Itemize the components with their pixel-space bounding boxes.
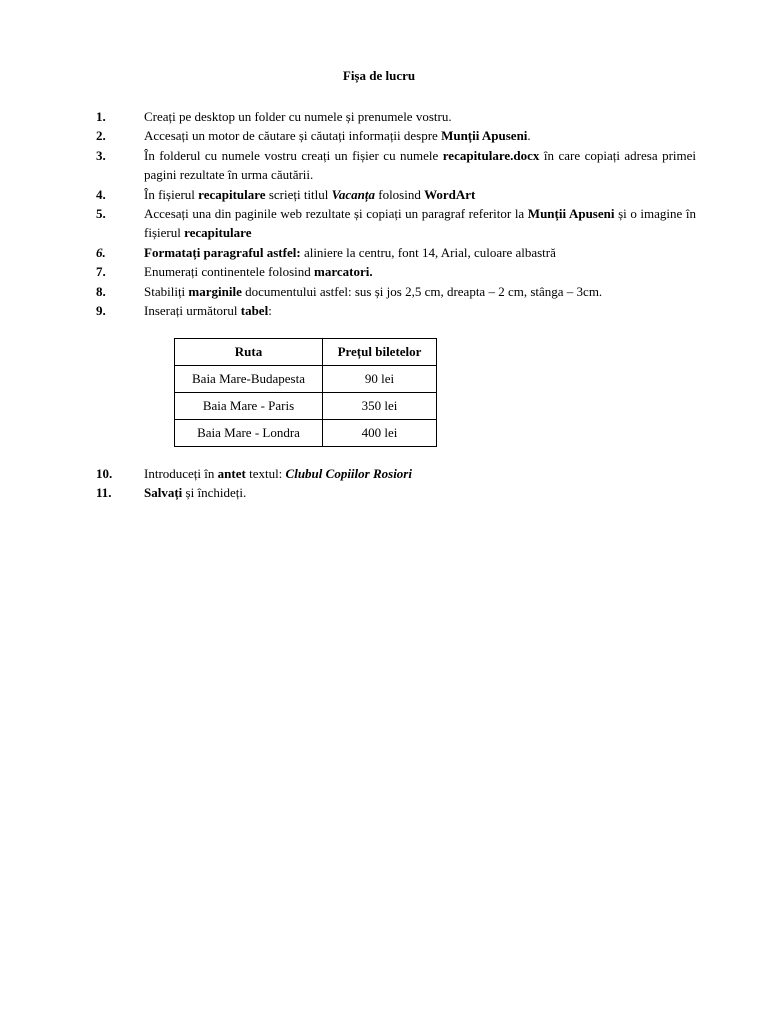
list-item (96, 464, 696, 483)
item-text-part: textul: (245, 466, 286, 481)
item-text-part: documentului astfel: sus și jos 2,5 cm, dreapta – 2 cm, stânga – 3cm. (241, 283, 603, 299)
item-number: 7. (96, 264, 106, 280)
price-table-container (174, 338, 437, 447)
list-item (96, 243, 696, 262)
item-text-bold: recapitulare (184, 225, 252, 241)
item-text (144, 243, 696, 262)
item-number: 9. (96, 303, 106, 319)
item-text-bold: Munții Apuseni (527, 206, 615, 222)
item-number: 1. (96, 109, 106, 124)
item-text-part: și o imagine în fișierul (144, 206, 696, 241)
item-number: 3. (96, 147, 106, 163)
item-text-part: folosind (374, 186, 425, 202)
table-cell-route: Baia Mare - Paris (175, 393, 323, 420)
list-item (96, 282, 696, 301)
item-text (144, 282, 696, 301)
item-text (144, 262, 696, 281)
table-cell-route: Baia Mare-Budapesta (175, 366, 323, 393)
item-text-part: în care copiați adresa primei pagini rezultate în urma căutării. (144, 147, 696, 183)
table-cell-price: 400 lei (323, 420, 437, 447)
item-text-bold: marcatori. (314, 264, 373, 280)
item-text-bold: Formatați paragraful astfel: (144, 244, 301, 260)
item-text-bold: recapitulare (198, 186, 266, 202)
table-cell-price: 350 lei (323, 393, 437, 420)
item-text-part: . (527, 128, 531, 144)
item-text-bold: antet (217, 466, 246, 481)
item-text (144, 107, 696, 126)
item-text-bold: tabel (240, 303, 269, 319)
table-cell-route: Baia Mare - Londra (175, 420, 323, 447)
item-number: 8. (96, 283, 106, 299)
table-header-row (175, 339, 437, 366)
item-number: 11. (96, 485, 112, 501)
list-item (96, 262, 696, 281)
item-text-part: Inserați următorul (144, 303, 241, 319)
item-text-part: În folderul cu numele vostru creați un fișier cu numele (144, 147, 443, 163)
item-text-part: Stabiliți (144, 283, 189, 299)
table-cell-price: 90 lei (323, 366, 437, 393)
item-text-part: Enumerați continentele folosind (144, 264, 315, 280)
page-title: Fișa de lucru (342, 68, 416, 83)
list-item (96, 483, 696, 502)
item-text (144, 204, 696, 243)
item-text-bold: Munții Apuseni (441, 128, 528, 144)
item-text-bold: recapitulare.docx (442, 147, 540, 163)
item-text-part: Creați pe desktop un folder cu numele și prenumele vostru. (144, 109, 452, 124)
instruction-list-continued (96, 464, 696, 503)
item-number: 6. (96, 244, 106, 260)
item-text-bold: marginile (188, 283, 242, 299)
item-text (144, 146, 696, 185)
item-text-part: Accesați un motor de căutare și căutați informații despre (144, 128, 442, 144)
item-text-part: Accesați una din paginile web rezultate și copiați un paragraf referitor la (144, 206, 528, 222)
item-text-bold: WordArt (424, 186, 476, 202)
table-header-route: Ruta (175, 339, 323, 366)
item-number: 5. (96, 206, 106, 222)
table-header-price: Prețul biletelor (323, 339, 437, 366)
item-text-part: aliniere la centru, font 14, Arial, culoare albastră (300, 244, 556, 260)
list-item (96, 301, 696, 320)
item-text-part: și închideți. (182, 485, 247, 501)
item-text-part: În fișierul (144, 186, 199, 202)
item-text (144, 301, 696, 320)
item-text-bold-italic: Clubul Copiilor Rosiori (285, 466, 412, 481)
item-number: 4. (96, 186, 106, 202)
list-item (96, 146, 696, 185)
item-text-bold-italic: Vacanța (331, 186, 375, 202)
item-text (144, 126, 696, 145)
item-text-part: Introduceți în (144, 466, 218, 481)
list-item (96, 107, 696, 126)
price-table (174, 338, 437, 447)
item-number: 10. (96, 466, 113, 481)
item-text (144, 464, 696, 483)
list-item (96, 204, 696, 243)
item-text-bold: Salvați (144, 485, 183, 501)
list-item (96, 126, 696, 145)
table-row (175, 393, 437, 420)
item-text-part: scrieți titlul (265, 186, 332, 202)
item-number: 2. (96, 128, 106, 144)
instruction-list (96, 107, 696, 320)
item-text (144, 185, 696, 204)
table-row (175, 420, 437, 447)
table-row (175, 366, 437, 393)
list-item (96, 185, 696, 204)
item-text (144, 483, 696, 502)
item-text-part: : (268, 303, 272, 319)
